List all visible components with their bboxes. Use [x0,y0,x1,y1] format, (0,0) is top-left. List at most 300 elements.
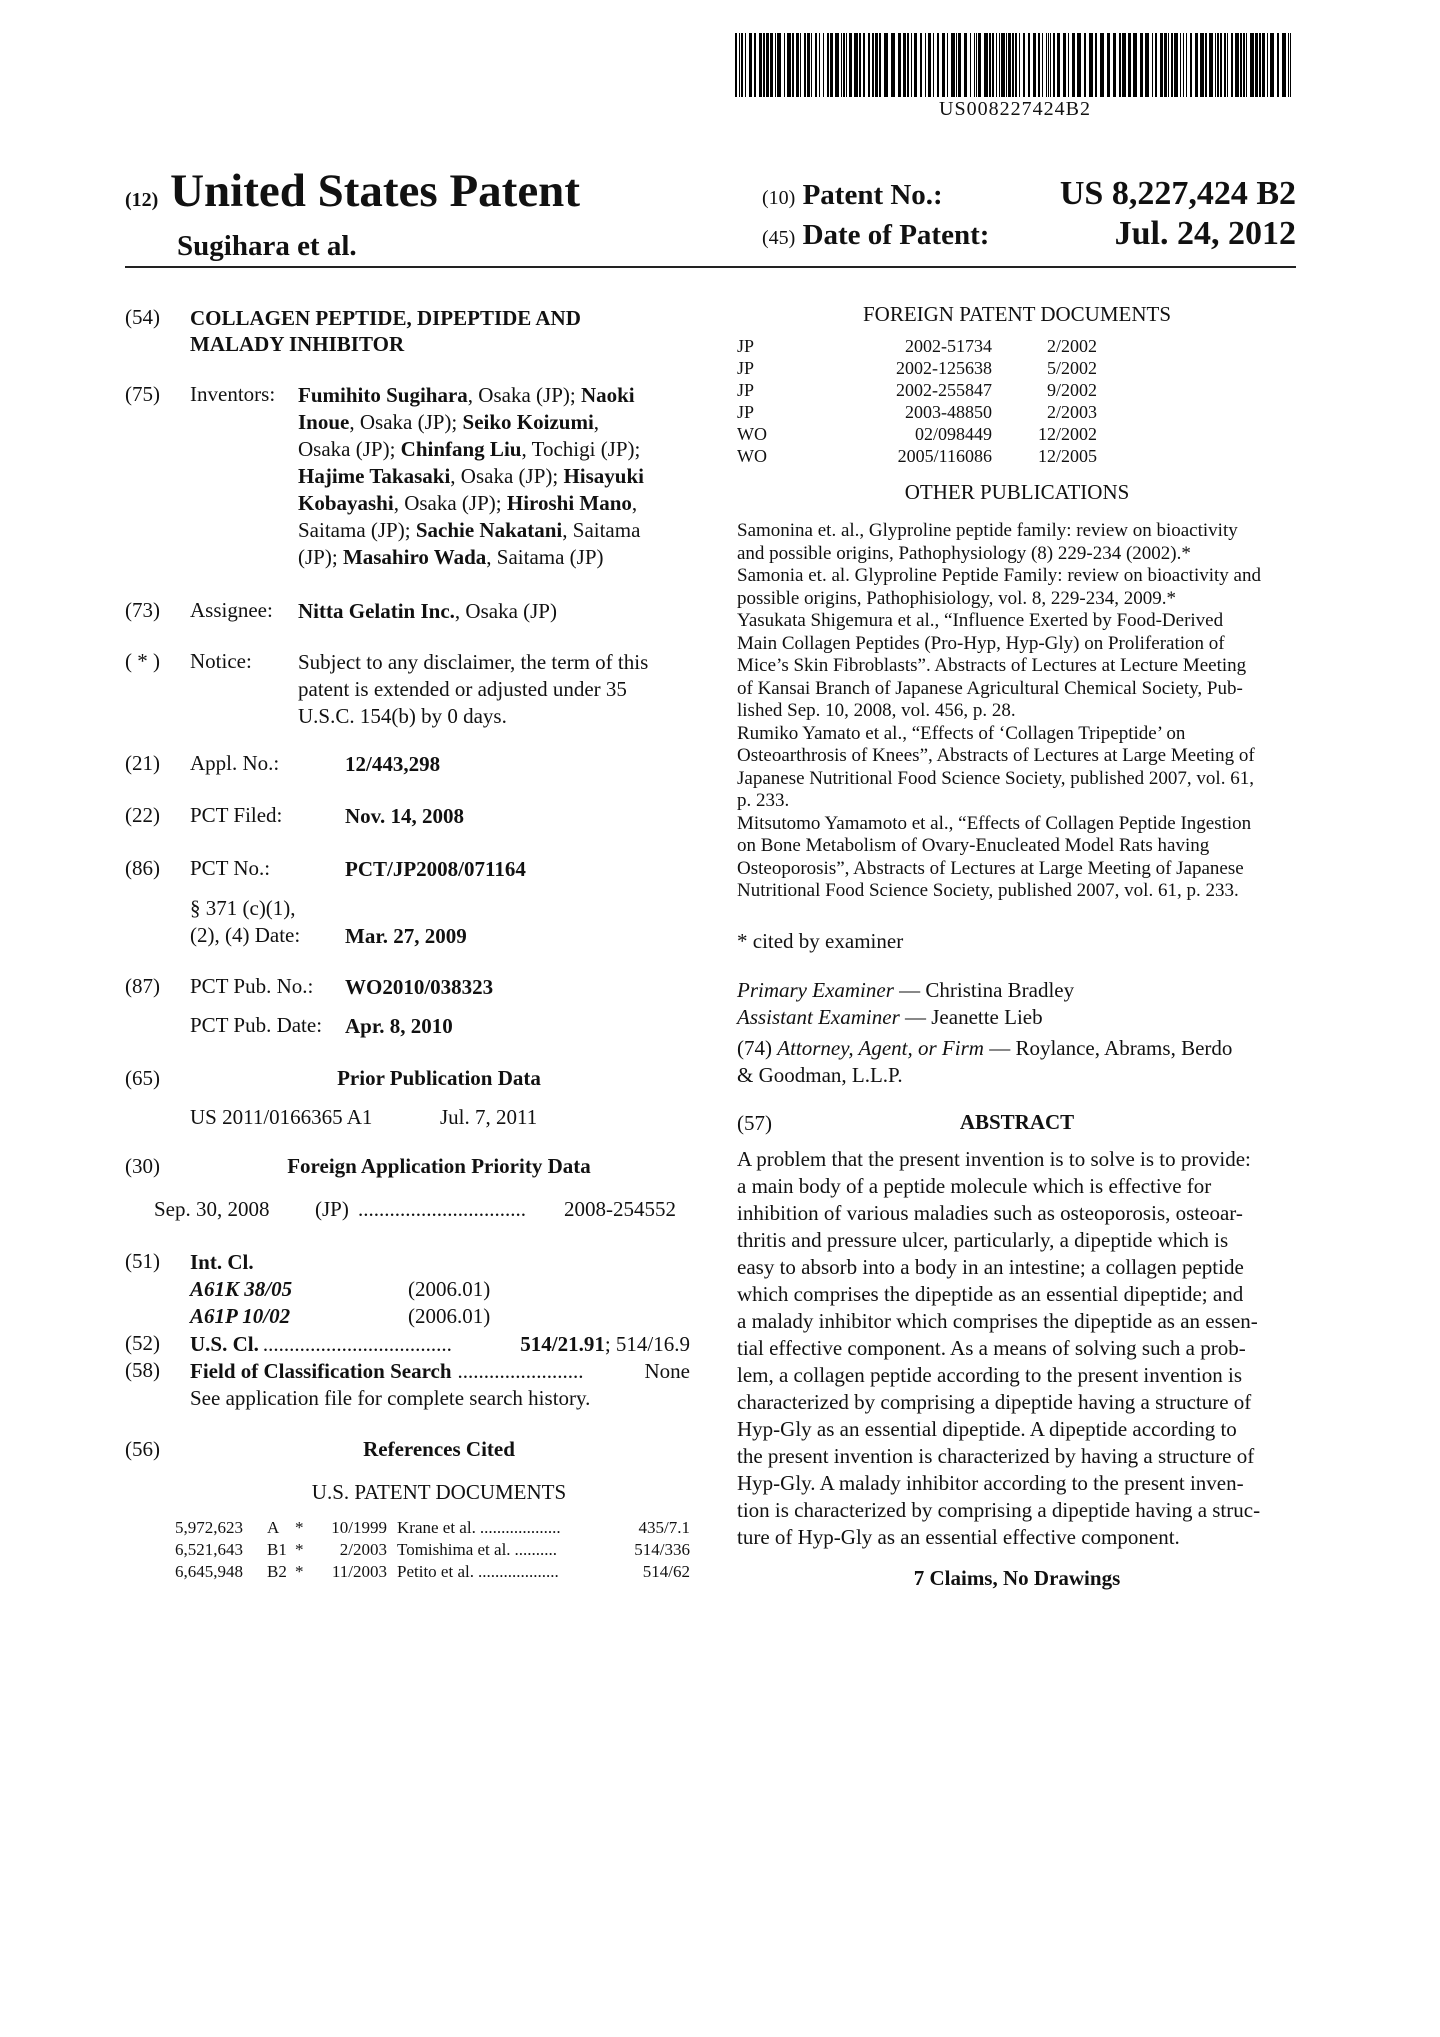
us-patent-dots: ................... [477,1562,559,1581]
barcode-bar [898,33,901,97]
foreign-patent-row [737,446,1097,467]
publication-line: and possible origins, Pathophysiology (8) 229-234 (2002).* [737,542,1191,564]
uscl-main: 514/21.91 [520,1332,605,1356]
header-divider [125,266,1296,268]
barcode-bar [964,33,967,97]
barcode-bar [992,33,994,97]
prior-publication-title: Prior Publication Data [337,1066,541,1090]
abstract-line: the present invention is characterized by having a structure of [737,1444,1255,1468]
publication-line: Nutritional Food Science Society, published 2007, vol. 61, p. 233. [737,880,1239,901]
header-left [125,165,580,263]
barcode-bar [1255,33,1258,97]
invention-title [190,305,690,357]
code-56: (56) [125,1437,160,1461]
patent-heading: United States Patent [170,165,580,217]
patent-title-line [125,165,580,226]
foreign-date: 12/2002 [1037,424,1097,444]
barcode-bar [1270,33,1274,97]
publication-line: lished Sep. 10, 2008, vol. 456, p. 28. [737,700,1016,721]
barcode-bar [1008,33,1011,97]
foreign-patent-row [737,402,1097,423]
code-65: (65) [125,1066,160,1090]
appl-label: Appl. No.: [190,751,280,775]
abstract-line: a malady inhibitor which comprises the dipeptide as an essen- [737,1309,1258,1333]
attorney-line-1: — Roylance, Abrams, Berdo [989,1036,1233,1060]
barcode-bar [1107,33,1110,97]
cited-by-examiner: * cited by examiner [737,929,904,953]
notice-text [298,649,688,730]
barcode-bar [970,33,971,97]
barcode-bar [1072,33,1075,97]
uscl-rest: ; 514/16.9 [604,1332,690,1356]
barcode-bar [1100,33,1104,97]
publication-line: of Kansai Branch of Japanese Agricultural Chemical Society, Pub- [737,677,1243,699]
barcode-bar [1277,33,1279,97]
publication-line: Japanese Nutritional Food Science Society, published 2007, vol. 61, [737,767,1254,789]
barcode-bar [914,33,917,97]
us-patent-kind: A [267,1518,280,1537]
barcode-bar [1015,33,1017,97]
abstract-line: ture of Hyp-Gly as an essential effective component. [737,1525,1180,1549]
foreign-date: 12/2005 [1037,446,1097,466]
code-52: (52) [125,1331,160,1355]
abstract-line: lem, a collagen peptide according to the present invention is [737,1363,1243,1387]
barcode-bar [933,33,934,97]
us-patent-star: * [295,1518,304,1537]
barcode-bar [819,33,820,97]
foreign-priority-number: 2008-254552 [564,1197,676,1221]
abstract-line: a main body of a peptide molecule which is effective for [737,1174,1212,1198]
barcode-bar [1262,33,1265,97]
code-51: (51) [125,1249,160,1273]
s371-date: Mar. 27, 2009 [345,924,467,948]
foreign-patent-row [737,424,1097,445]
assignee-place: , Osaka (JP) [454,599,557,623]
barcode-bar [775,33,776,97]
patent-number: US 8,227,424 B2 [1059,175,1296,212]
barcode-bar [796,33,799,97]
barcode-bar [1133,33,1137,97]
notice-line: U.S.C. 154(b) by 0 days. [298,704,507,728]
barcode-bar [823,33,824,97]
us-patent-docs-title: U.S. PATENT DOCUMENTS [311,1480,567,1504]
references-title: References Cited [363,1437,515,1461]
code-75: (75) [125,382,160,406]
barcode-bar [849,33,852,97]
other-publications [737,520,1297,903]
code-22: (22) [125,803,160,827]
code-74: (74) [737,1036,772,1060]
code-87: (87) [125,974,160,998]
barcode-bar [1084,33,1086,97]
intcl-class: A61P 10/02 [190,1304,291,1328]
abstract-text [737,1146,1297,1551]
barcode-bar [1028,33,1030,97]
barcode-bar [807,33,810,97]
barcode-bar [1180,33,1181,97]
us-patent-name: Tomishima et al. [397,1540,511,1559]
barcode-bar [875,33,878,97]
us-patent-date: 2/2003 [339,1540,387,1559]
foreign-country: JP [737,336,755,356]
barcode-bar [978,33,981,97]
publication-line: possible origins, Pathophisiology, vol. 8, 229-234, 2009.* [737,587,1176,609]
barcode-bar [770,33,773,97]
barcode-bar [735,33,737,97]
publication-line: Samonina et. al., Glyproline peptide family: review on bioactivity [737,520,1238,541]
assistant-examiner-label: Assistant Examiner [737,1005,900,1029]
barcode-bar [937,33,939,97]
barcode-bar [951,33,955,97]
barcode-bar [1243,33,1245,97]
barcode-bar [827,33,829,97]
barcode-bar [811,33,812,97]
abstract-line: tial effective component. As a means of solving such a prob- [737,1336,1246,1360]
us-patent-number: 6,521,643 [175,1540,243,1559]
barcode-bar [1200,33,1204,97]
patent-date-row [762,215,1296,255]
foreign-country: WO [737,424,767,444]
barcode-bar [1240,33,1242,97]
barcode-bar [1145,33,1149,97]
us-patent-row [175,1540,690,1560]
primary-examiner-label: Primary Examiner [737,978,894,1002]
notice-line: Subject to any disclaimer, the term of this [298,650,649,674]
barcode-bar [1160,33,1163,97]
barcode-bar [1290,33,1291,97]
barcode-bar [1205,33,1207,97]
code-notice: ( * ) [125,649,160,673]
inventor-line-1: Fumihito Sugihara, Osaka (JP); Naoki [298,383,635,407]
intcl-label: Int. Cl. [190,1250,254,1274]
us-patent-number: 5,972,623 [175,1518,243,1537]
barcode-bar [872,33,874,97]
barcode-bar [1246,33,1247,97]
us-patent-kind: B1 [267,1540,287,1559]
pct-pub-label: PCT Pub. No.: [190,974,314,998]
field-dots: ........................ [457,1359,584,1383]
barcode-bar [974,33,975,97]
appl-number: 12/443,298 [345,752,441,776]
inventor-line-5: Kobayashi, Osaka (JP); Hiroshi Mano, [298,491,638,515]
barcode-bar [787,33,791,97]
barcode-bar [863,33,865,97]
barcode-bar [754,33,756,97]
invention-title-line: COLLAGEN PEPTIDE, DIPEPTIDE AND [190,306,581,330]
barcode-bar [879,33,881,97]
publication-line: Samonia et. al. Glyproline Peptide Family: review on bioactivity and [737,565,1261,586]
barcode-bar [1209,33,1213,97]
attorney-line-2: & Goodman, L.L.P. [737,1063,903,1087]
barcode-bar [741,33,743,97]
us-patent-date: 10/1999 [331,1518,387,1537]
inventor-line-3: Osaka (JP); Chinfang Liu, Tochigi (JP); [298,437,641,461]
publication-line: Yasukata Shigemura et al., “Influence Exerted by Food-Derived [737,610,1224,631]
inventors-list [298,382,688,571]
intcl-class: A61K 38/05 [190,1277,293,1301]
barcode-bar [745,33,746,97]
us-patent-dots: ................... [479,1518,561,1537]
pct-no-label: PCT No.: [190,856,271,880]
abstract-line: Hyp-Gly as an essential dipeptide. A dipeptide according to [737,1417,1237,1441]
us-patent-name: Petito et al. [397,1562,474,1581]
pct-filed-label: PCT Filed: [190,803,283,827]
publication-line: Rumiko Yamato et al., “Effects of ‘Collagen Tripeptide’ on [737,722,1186,744]
barcode-bar [1168,33,1169,97]
barcode-bar [996,33,997,97]
abstract-line: Hyp-Gly. A malady inhibitor according to the present inven- [737,1471,1244,1495]
assignee-name: Nitta Gelatin Inc. [298,599,455,623]
publication-line: Osteoporosis”, Abstracts of Lectures at Large Meeting of Japanese [737,857,1244,879]
barcode-bar [1042,33,1043,97]
uscl-label: U.S. Cl. [190,1332,259,1356]
barcode-bar [1038,33,1040,97]
barcode-bar [907,33,909,97]
inventor-line-7: (JP); Masahiro Wada, Saitama (JP) [298,545,604,569]
us-patent-date: 11/2003 [331,1562,387,1581]
barcode-bar [1190,33,1192,97]
s371-label-2: (2), (4) Date: [190,923,301,947]
barcode-bar [1164,33,1167,97]
us-patent-name: Krane et al. [397,1518,476,1537]
foreign-patent-docs-title: FOREIGN PATENT DOCUMENTS [862,302,1172,326]
foreign-date: 5/2002 [1046,358,1097,378]
us-patent-row [175,1518,690,1538]
foreign-number: 2002-51734 [905,336,992,356]
foreign-number: 2002-255847 [896,380,992,400]
uscl-dots: .................................... [262,1332,452,1356]
barcode-bar [984,33,988,97]
inventor-line-6: Saitama (JP); Sachie Nakatani, Saitama [298,518,641,542]
barcode-bar [1183,33,1184,97]
publication-line: Main Collagen Peptides (Pro-Hyp, Hyp-Gly) on Proliferation of [737,632,1225,654]
s371-label-1: § 371 (c)(1), [190,896,296,920]
abstract-line: thritis and pressure ulcer, particularly, a dipeptide which is [737,1228,1229,1252]
barcode-bar [1001,33,1005,97]
barcode-bar [1282,33,1286,97]
barcode-bar [903,33,906,97]
barcode-bar [1140,33,1143,97]
barcode-bar [928,33,931,97]
field-note: See application file for complete search history. [190,1386,591,1410]
barcode-bar [1006,33,1007,97]
foreign-date: 2/2002 [1046,336,1097,356]
barcode-bar [1063,33,1066,97]
abstract-line: inhibition of various maladies such as osteoporosis, osteoar- [737,1201,1243,1225]
barcode-bar [1186,33,1187,97]
us-patent-number: 6,645,948 [175,1562,243,1581]
foreign-priority-dots: ................................ [358,1197,526,1221]
field-value: None [644,1359,690,1383]
patent-number-row [762,175,1296,215]
barcode-bar [989,33,991,97]
barcode-bar [759,33,762,97]
foreign-patent-row [737,336,1097,357]
foreign-patent-row [737,358,1097,379]
foreign-date: 9/2002 [1046,380,1097,400]
publication-line: on Bone Metabolism of Ovary-Enucleated Model Rats having [737,835,1210,856]
barcode-bar [947,33,948,97]
code-10: (10) [762,187,796,209]
barcode-bar [911,33,912,97]
us-patent-row [175,1562,690,1582]
barcode-bar [763,33,765,97]
us-patent-kind: B2 [267,1562,287,1581]
document-number: US008227424B2 [939,98,1091,120]
foreign-priority-date: Sep. 30, 2008 [154,1197,270,1221]
barcode-bar [766,33,769,97]
pct-filed-date: Nov. 14, 2008 [345,804,465,828]
assignee [298,598,688,625]
abstract-line: tion is characterized by comprising a dipeptide having a struc- [737,1498,1261,1522]
barcode-bar [1171,33,1173,97]
barcode-bar [739,33,740,97]
field-of-search-row [190,1358,690,1385]
foreign-country: WO [737,446,767,466]
notice-line: patent is extended or adjusted under 35 [298,677,627,701]
intcl-version: (2006.01) [408,1304,491,1328]
intcl-version: (2006.01) [408,1277,491,1301]
barcode-bar [1231,33,1233,97]
barcode-bar [891,33,895,97]
foreign-number: 2002-125638 [896,358,992,378]
publication-line: Osteoarthrosis of Knees”, Abstracts of Lectures at Large Meeting of [737,745,1255,766]
barcode-bar [1128,33,1131,97]
barcode-bar [1220,33,1222,97]
pct-pub-date: Apr. 8, 2010 [345,1014,453,1038]
prior-publication-date: Jul. 7, 2011 [440,1105,538,1129]
barcode-bar [804,33,806,97]
barcode-bar [956,33,957,97]
invention-title-line: MALADY INHIBITOR [190,332,405,356]
us-patent-dots: .......... [514,1540,558,1559]
barcode-bar [854,33,858,97]
barcode-bar [859,33,861,97]
barcode-bar [1033,33,1036,97]
barcode-bar [920,33,922,97]
patent-number-label: Patent No.: [802,179,943,211]
barcode-bar [792,33,794,97]
code-21: (21) [125,751,160,775]
code-57: (57) [737,1111,772,1135]
foreign-number: 02/098449 [914,424,992,444]
pct-pub-number: WO2010/038323 [345,975,494,999]
patent-date: Jul. 24, 2012 [1114,215,1296,252]
barcode-bar [1215,33,1216,97]
barcode-bar [1053,33,1055,97]
barcode-bar [843,33,845,97]
barcode-bar [1057,33,1060,97]
publication-line: Mice’s Skin Fibroblasts”. Abstracts of Lectures at Lecture Meeting [737,655,1247,676]
barcode-bar [884,33,888,97]
foreign-patent-row [737,380,1097,401]
barcode [735,33,1295,97]
barcode-bar [815,33,817,97]
barcode-bar [800,33,801,97]
barcode-bar [925,33,926,97]
abstract-line: A problem that the present invention is to solve is to provide: [737,1147,1251,1171]
other-publications-title: OTHER PUBLICATIONS [904,480,1130,504]
barcode-bar [1155,33,1157,97]
authors: Sugihara et al. [177,230,357,262]
barcode-bar [784,33,785,97]
foreign-country: JP [737,402,755,422]
us-patent-class: 435/7.1 [638,1518,690,1537]
barcode-bar [749,33,752,97]
barcode-bar [841,33,842,97]
us-patent-class: 514/336 [634,1540,690,1559]
us-patent-star: * [295,1562,304,1581]
barcode-bar [1152,33,1153,97]
publication-line: Mitsutomo Yamamoto et al., “Effects of Collagen Peptide Ingestion [737,812,1252,834]
barcode-bar [1048,33,1049,97]
prior-publication-number: US 2011/0166365 A1 [190,1105,373,1129]
barcode-bar [835,33,839,97]
pct-number: PCT/JP2008/071164 [345,857,526,881]
abstract-line: which comprises the dipeptide as an essential dipeptide; and [737,1282,1244,1306]
barcode-bar [1023,33,1025,97]
barcode-bar [1217,33,1219,97]
primary-examiner [737,977,1074,1004]
barcode-bar [868,33,870,97]
code-73: (73) [125,598,160,622]
barcode-bar [1119,33,1121,97]
publication-line: p. 233. [737,790,790,811]
barcode-bar [1019,33,1020,97]
inventors-label: Inventors: [190,382,276,406]
barcode-bar [999,33,1000,97]
assistant-examiner-name: — Jeanette Lieb [905,1005,1043,1029]
foreign-number: 2003-48850 [905,402,992,422]
code-45: (45) [762,227,796,249]
foreign-date: 2/2003 [1046,402,1097,422]
inventor-line-2: Inoue, Osaka (JP); Seiko Koizumi, [298,410,600,434]
code-54: (54) [125,305,160,329]
barcode-bar [1012,33,1014,97]
barcode-bar [846,33,847,97]
barcode-bar [1122,33,1126,97]
code-12: (12) [125,189,159,211]
code-58: (58) [125,1358,160,1382]
barcode-bar [1259,33,1261,97]
barcode-bar [830,33,833,97]
barcode-bar [1288,33,1289,97]
us-patent-class: 514/62 [642,1562,690,1581]
abstract-line: easy to absorb into a body in an intestine; a collagen peptide [737,1255,1244,1279]
barcode-bar [1267,33,1268,97]
barcode-bar [1235,33,1239,97]
pct-pub-date-label: PCT Pub. Date: [190,1013,323,1037]
attorney [737,1035,1297,1089]
barcode-bar [1174,33,1178,97]
foreign-priority-title: Foreign Application Priority Data [287,1154,591,1178]
foreign-priority-country: (JP) [315,1197,349,1221]
barcode-bar [1227,33,1228,97]
barcode-bar [1077,33,1081,97]
barcode-bar [976,33,977,97]
abstract-title: ABSTRACT [959,1110,1075,1134]
foreign-number: 2005/116086 [897,446,992,466]
field-label: Field of Classification Search [190,1359,452,1383]
patent-date-label: Date of Patent: [802,219,990,251]
claims-summary: 7 Claims, No Drawings [913,1566,1121,1590]
barcode-bar [1113,33,1116,97]
foreign-country: JP [737,380,755,400]
barcode-bar [942,33,945,97]
notice-label: Notice: [190,649,252,673]
barcode-bar [777,33,781,97]
us-patent-star: * [295,1540,304,1559]
